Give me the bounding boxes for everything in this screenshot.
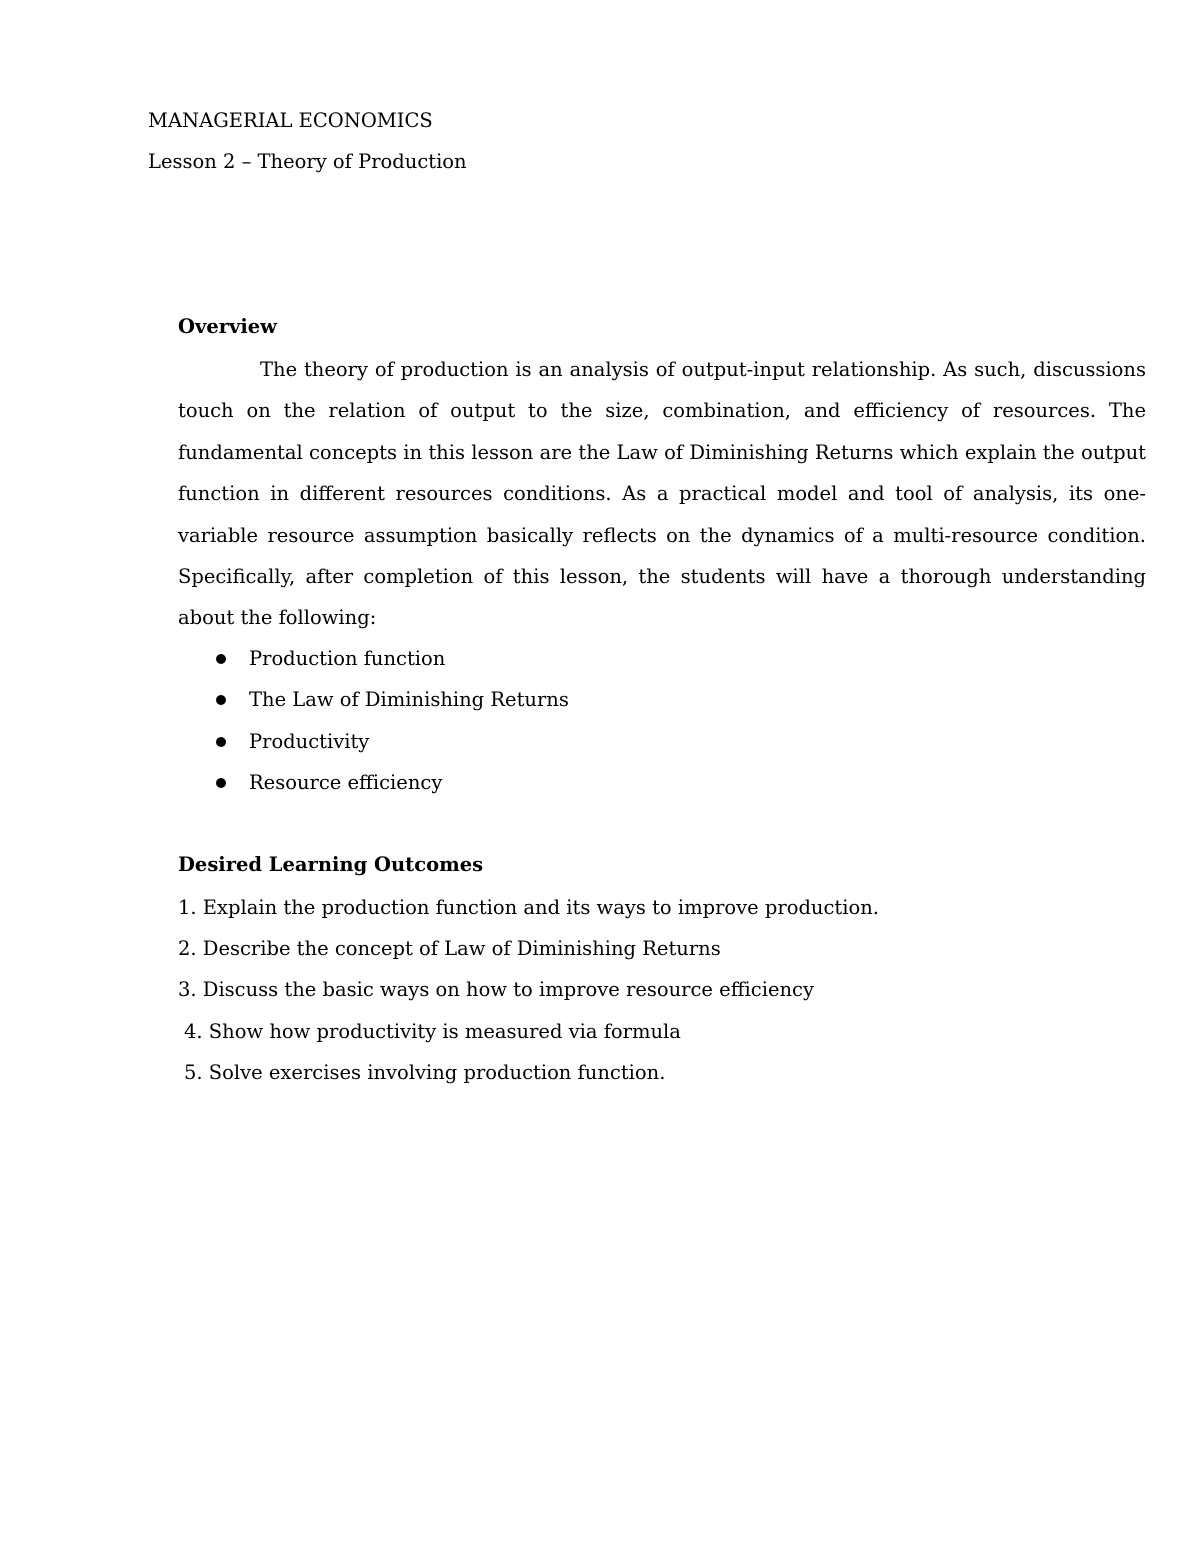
outcome-item: 1. Explain the production function and its ways to improve production.	[178, 896, 879, 919]
outcome-item: 3. Discuss the basic ways on how to improve resource efficiency	[178, 978, 814, 1002]
topic-text: Resource efficiency	[249, 771, 443, 795]
lesson-title: Lesson 2 – Theory of Production	[148, 150, 467, 173]
bullet-icon	[216, 654, 226, 664]
outcome-item: 5. Solve exercises involving production function.	[184, 1060, 666, 1084]
outcome-list	[178, 887, 879, 1093]
outcome-item: 2. Describe the concept of Law of Diminishing Returns	[178, 937, 721, 961]
topic-text: The Law of Diminishing Returns	[249, 688, 569, 712]
course-title: MANAGERIAL ECONOMICS	[148, 109, 433, 132]
topic-text: Production function	[249, 647, 446, 670]
overview-heading: Overview	[178, 315, 277, 338]
outcomes-heading: Desired Learning Outcomes	[178, 853, 484, 876]
bullet-icon	[216, 737, 226, 747]
outcome-item: 4. Show how productivity is measured via formula	[184, 1019, 681, 1043]
bullet-icon	[216, 778, 226, 788]
topic-text: Productivity	[249, 729, 370, 753]
bullet-icon	[216, 695, 226, 705]
overview-paragraph: The theory of production is an analysis of output-input relationship. As such, discussions touch on the relation of output to the size, combination, and efficiency of resources. The fundamental concepts in this lesson are the Law of Diminishing Returns which explain the output function in different resources conditions. As a practical model and tool of analysis, its one-variable resource assumption basically reflects on the dynamics of a multi-resource condition. Specifically, after completion of this lesson, the students will have a thorough understanding about the following:	[178, 358, 1146, 630]
